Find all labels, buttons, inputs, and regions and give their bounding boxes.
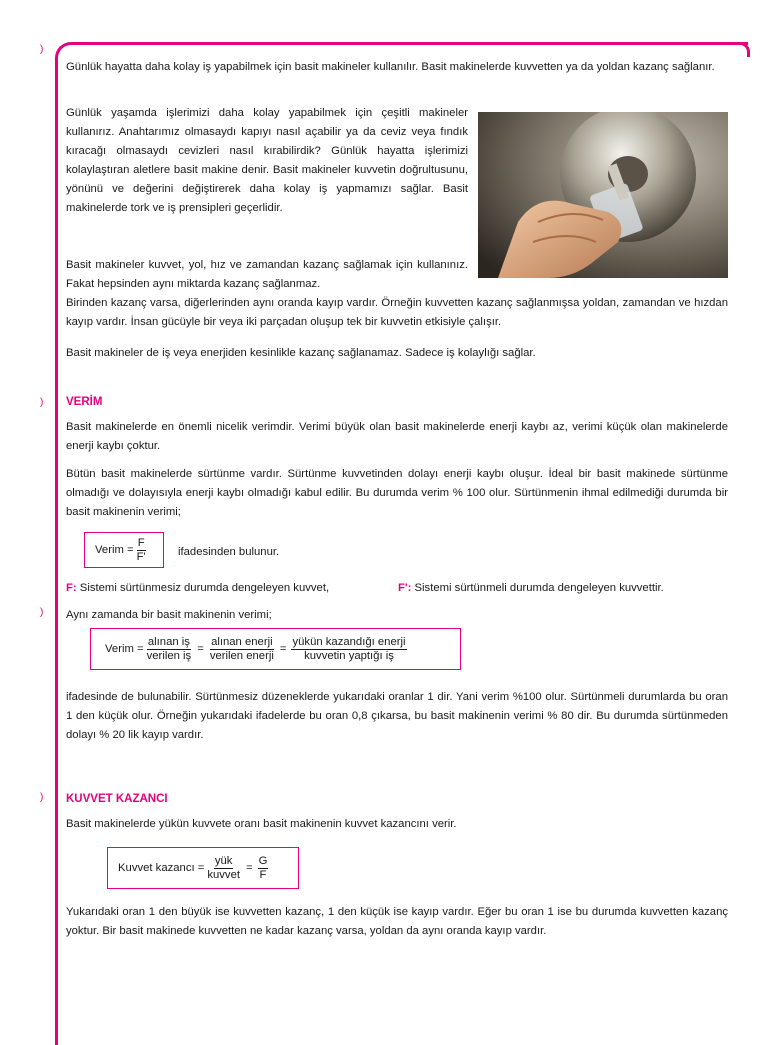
intro-paragraph-1: Günlük hayatta daha kolay iş yapabilmek için basit makineler kullanılır. Basit makinelerde kuvvetten ya da yoldan kazanç sağlanır. [66,61,715,73]
fraction-numerator: yükün kazandığı enerji [292,635,406,648]
fraction [209,636,275,663]
definition-fprime-key: F': [398,582,412,594]
fraction [291,636,406,663]
fraction [146,636,193,663]
verim-formula-box-2 [90,628,461,670]
equals-sign: = [279,643,287,655]
definition-f-key: F: [66,582,77,594]
verim-paragraph-3: Aynı zamanda bir basit makinenin verimi; [66,609,272,621]
verim-paragraph-2: Bütün basit makinelerde sürtünme vardır. Sürtünme kuvvetinden dolayı enerji kaybı oluşur. İdeal bir basit makinede sürtünme olmadığı ve dolayısıyla enerji kaybı olmadığı kabul edilir. Bu durumda verim % 100 olur. Sürtünmenin ihmal edilmediği durumda bir basit makinenin verimi; [66,468,728,518]
formula-suffix: ifadesinden bulunur. [178,546,280,558]
formula-label: Verim = [105,643,144,655]
fraction-denominator: kuvvetin yaptığı iş [304,649,394,662]
margin-mark: ) [40,44,44,55]
fraction-denominator: F [259,868,267,881]
intro-paragraph-2: Günlük yaşamda işlerimizi daha kolay yapabilmek için çeşitli makineler kullanırız. Anahtarımız olmasaydı kapıyı nasıl açabilir ya da ceviz veya fındık kıracağı olmasaydı cevizleri nasıl kırabilirdik? Günlük hayatta işlerimizi kolaylaştıran aletlere basit makine denir. Basit makineler kuvvetin doğrultusunu, yönünü ve değerini değiştirerek daha kolay iş yapmamızı sağlar. Basit makinelerde tork ve iş prensipleri geçerlidir. [66,107,468,214]
key-in-door-lock-photo [478,112,728,278]
fraction-numerator: G [258,854,268,867]
fraction-denominator: kuvvet [207,868,240,881]
fraction [258,855,269,882]
verim-formula-box [84,532,164,568]
section-heading-kuvvet-kazanci: KUVVET KAZANCI [66,793,168,805]
definition-f [66,582,329,594]
fraction [136,537,147,564]
formula-label: Verim = [95,544,134,556]
equals-sign: = [246,862,253,874]
intro-paragraph-5: Basit makineler de iş veya enerjiden kesinlikle kazanç sağlanamaz. Sadece iş kolaylığı sağlar. [66,347,536,359]
intro-paragraph-4: Birinden kazanç varsa, diğerlerinden aynı oranda kayıp vardır. Örneğin kuvvetten kazanç sağlanmışsa yoldan, zamandan ve hızdan kayıp vardır. İnsan gücüyle bir veya iki parçadan oluşup tek bir kuvvetin etkisiyle çalışır. [66,297,728,328]
definition-fprime [398,582,664,594]
fraction-denominator: F' [136,550,146,563]
definition-f-text: Sistemi sürtünmesiz durumda dengeleyen kuvvet, [76,582,330,594]
formula-label: Kuvvet kazancı = [118,862,205,874]
fraction-denominator: verilen iş [146,649,192,662]
verim-paragraph-1: Basit makinelerde en önemli nicelik verimdir. Verimi büyük olan basit makinelerde enerji kaybı az, verimi küçük olan makinelerde enerji kaybı çoktur. [66,421,728,452]
fraction-numerator: F [137,536,145,549]
margin-mark: ) [40,397,44,408]
fraction [206,855,241,882]
fraction-numerator: alınan enerji [211,635,273,648]
margin-mark: ) [40,607,44,618]
fraction-numerator: yük [214,854,233,867]
kuvvet-paragraph-2: Yukarıdaki oran 1 den büyük ise kuvvetten kazanç, 1 den küçük ise kayıp vardır. Eğer bu oran 1 ise bu durumda kuvvetten kazanç yoktur. Bir basit makinede kuvvetten ne kadar kazanç varsa, yoldan da aynı oranda kayıp vardır. [66,906,728,937]
intro-paragraph-3: Basit makineler kuvvet, yol, hız ve zamandan kazanç sağlamak için kullanınız. Fakat hepsinden aynı miktarda kazanç sağlanmaz. [66,259,468,290]
section-heading-verim: VERİM [66,396,103,408]
definition-fprime-text: Sistemi sürtünmeli durumda dengeleyen kuvvettir. [411,582,664,594]
kuvvet-formula-box [107,847,299,889]
fraction-numerator: alınan iş [147,635,190,648]
margin-mark: ) [40,792,44,803]
fraction-denominator: verilen enerji [209,649,274,662]
kuvvet-paragraph-1: Basit makinelerde yükün kuvvete oranı basit makinenin kuvvet kazancını verir. [66,818,457,830]
verim-paragraph-4: ifadesinde de bulunabilir. Sürtünmesiz düzeneklerde yukarıdaki oranlar 1 dir. Yani verim %100 olur. Sürtünmeli durumlarda bu oran 1 den küçük olur. Örneğin yukarıdaki ifadelerde bu oran 0,8 çıkarsa, bu basit makinenin verimi % 80 dir. Bu durumda sürtünmeden dolayı % 20 lik kayıp vardır. [66,691,728,741]
equals-sign: = [197,643,204,655]
